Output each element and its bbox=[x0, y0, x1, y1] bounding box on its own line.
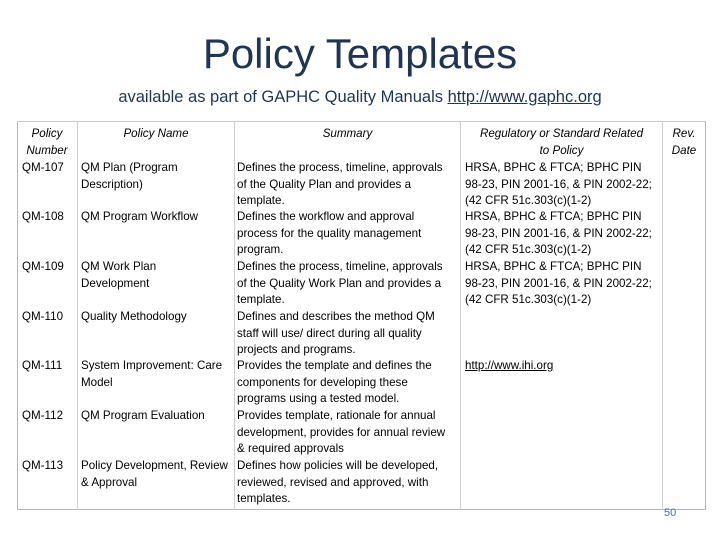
summary-line: Provides template, rationale for annual bbox=[237, 409, 436, 422]
column-divider bbox=[460, 121, 461, 510]
row-policy-name bbox=[81, 309, 233, 326]
summary-line: of the Quality Plan and provides a bbox=[237, 177, 412, 191]
regulatory-line: 98-23, PIN 2001-16, & PIN 2002-22; bbox=[465, 177, 652, 191]
name-line: Policy Development, Review bbox=[81, 459, 228, 472]
name-line: Model bbox=[81, 375, 113, 389]
name-line: QM Work Plan bbox=[81, 260, 157, 273]
header-rev-line1: Rev. bbox=[672, 127, 696, 140]
header-summary: Summary bbox=[322, 127, 373, 140]
regulatory-line: (42 CFR 51c.303(c)(1-2) bbox=[465, 194, 592, 208]
name-line: System Improvement: Care bbox=[81, 359, 223, 372]
column-divider bbox=[662, 121, 663, 510]
table-top-border bbox=[17, 121, 706, 122]
summary-line: of the Quality Work Plan and provides a bbox=[237, 276, 442, 290]
summary-line: Defines the process, timeline, approvals bbox=[237, 260, 443, 273]
row-regulatory bbox=[465, 160, 661, 210]
row-number: QM-107 bbox=[22, 161, 64, 174]
summary-line: program. bbox=[237, 243, 284, 257]
ihi-link[interactable]: http://www.ihi.org bbox=[465, 359, 554, 372]
summary-line: programs using a tested model. bbox=[237, 392, 400, 406]
summary-line: components for developing these bbox=[237, 375, 408, 389]
regulatory-line: HRSA, BPHC & FTCA; BPHC PIN bbox=[465, 210, 642, 223]
row-regulatory bbox=[465, 358, 661, 375]
summary-line: template. bbox=[237, 293, 285, 307]
column-divider bbox=[77, 121, 78, 510]
header-number-line1: Policy bbox=[31, 127, 63, 140]
summary-line: & required approvals bbox=[237, 442, 344, 456]
gaphc-link[interactable]: http://www.gaphc.org bbox=[447, 88, 602, 106]
subtitle-text: available as part of GAPHC Quality Manuals bbox=[118, 88, 448, 106]
name-line: Development bbox=[81, 276, 150, 290]
row-number: QM-111 bbox=[22, 359, 63, 372]
row-summary bbox=[237, 160, 459, 210]
row-policy-name bbox=[81, 358, 233, 391]
summary-line: Defines and describes the method QM bbox=[237, 310, 435, 323]
regulatory-line: HRSA, BPHC & FTCA; BPHC PIN bbox=[465, 161, 642, 174]
name-line: QM Plan (Program bbox=[81, 161, 178, 174]
regulatory-line: 98-23, PIN 2001-16, & PIN 2002-22; bbox=[465, 226, 652, 240]
header-policy-name: Policy Name bbox=[123, 127, 189, 140]
row-regulatory bbox=[465, 209, 661, 259]
name-line: & Approval bbox=[81, 475, 138, 489]
row-policy-name bbox=[81, 160, 233, 193]
name-line: QM Program Evaluation bbox=[81, 409, 205, 422]
header-rev-line2: Date bbox=[671, 143, 697, 157]
header-regulatory-line1: Regulatory or Standard Related bbox=[479, 127, 644, 140]
row-regulatory bbox=[465, 259, 661, 309]
header-regulatory-line2: to Policy bbox=[539, 143, 584, 157]
summary-line: Defines how policies will be developed, bbox=[237, 459, 439, 472]
row-number: QM-110 bbox=[22, 310, 64, 323]
row-number: QM-113 bbox=[22, 459, 64, 472]
name-line: Quality Methodology bbox=[81, 310, 187, 323]
regulatory-line: (42 CFR 51c.303(c)(1-2) bbox=[465, 293, 592, 307]
header-number-line2: Number bbox=[26, 143, 68, 157]
header-rev-date bbox=[663, 126, 705, 159]
row-policy-name bbox=[81, 209, 233, 226]
row-summary bbox=[237, 259, 459, 309]
name-line: QM Program Workflow bbox=[81, 210, 199, 223]
page-number: 50 bbox=[664, 507, 677, 519]
regulatory-line: 98-23, PIN 2001-16, & PIN 2002-22; bbox=[465, 276, 652, 290]
row-summary bbox=[237, 309, 459, 359]
summary-line: Provides the template and defines the bbox=[237, 359, 432, 372]
column-divider bbox=[234, 121, 235, 510]
regulatory-line: (42 CFR 51c.303(c)(1-2) bbox=[465, 243, 592, 257]
row-number: QM-109 bbox=[22, 260, 64, 273]
row-policy-name bbox=[81, 458, 233, 491]
row-policy-name bbox=[81, 259, 233, 292]
summary-line: template. bbox=[237, 194, 285, 208]
summary-line: Defines the process, timeline, approvals bbox=[237, 161, 443, 174]
summary-line: staff will use/ direct during all quality bbox=[237, 326, 422, 340]
regulatory-line: HRSA, BPHC & FTCA; BPHC PIN bbox=[465, 260, 642, 273]
row-summary bbox=[237, 358, 459, 408]
row-number: QM-108 bbox=[22, 210, 64, 223]
slide-title: Policy Templates bbox=[202, 30, 518, 77]
row-summary bbox=[237, 458, 459, 508]
summary-line: process for the quality management bbox=[237, 226, 422, 240]
summary-line: development, provides for annual review bbox=[237, 425, 446, 439]
row-summary bbox=[237, 209, 459, 259]
summary-line: templates. bbox=[237, 492, 291, 506]
row-summary bbox=[237, 408, 459, 458]
header-regulatory bbox=[461, 126, 662, 159]
name-line: Description) bbox=[81, 177, 143, 191]
summary-line: reviewed, revised and approved, with bbox=[237, 475, 429, 489]
header-policy-number bbox=[18, 126, 76, 159]
row-policy-name bbox=[81, 408, 233, 425]
row-number: QM-112 bbox=[22, 409, 64, 422]
slide-subtitle bbox=[0, 88, 720, 107]
summary-line: projects and programs. bbox=[237, 343, 356, 357]
summary-line: Defines the workflow and approval bbox=[237, 210, 415, 223]
